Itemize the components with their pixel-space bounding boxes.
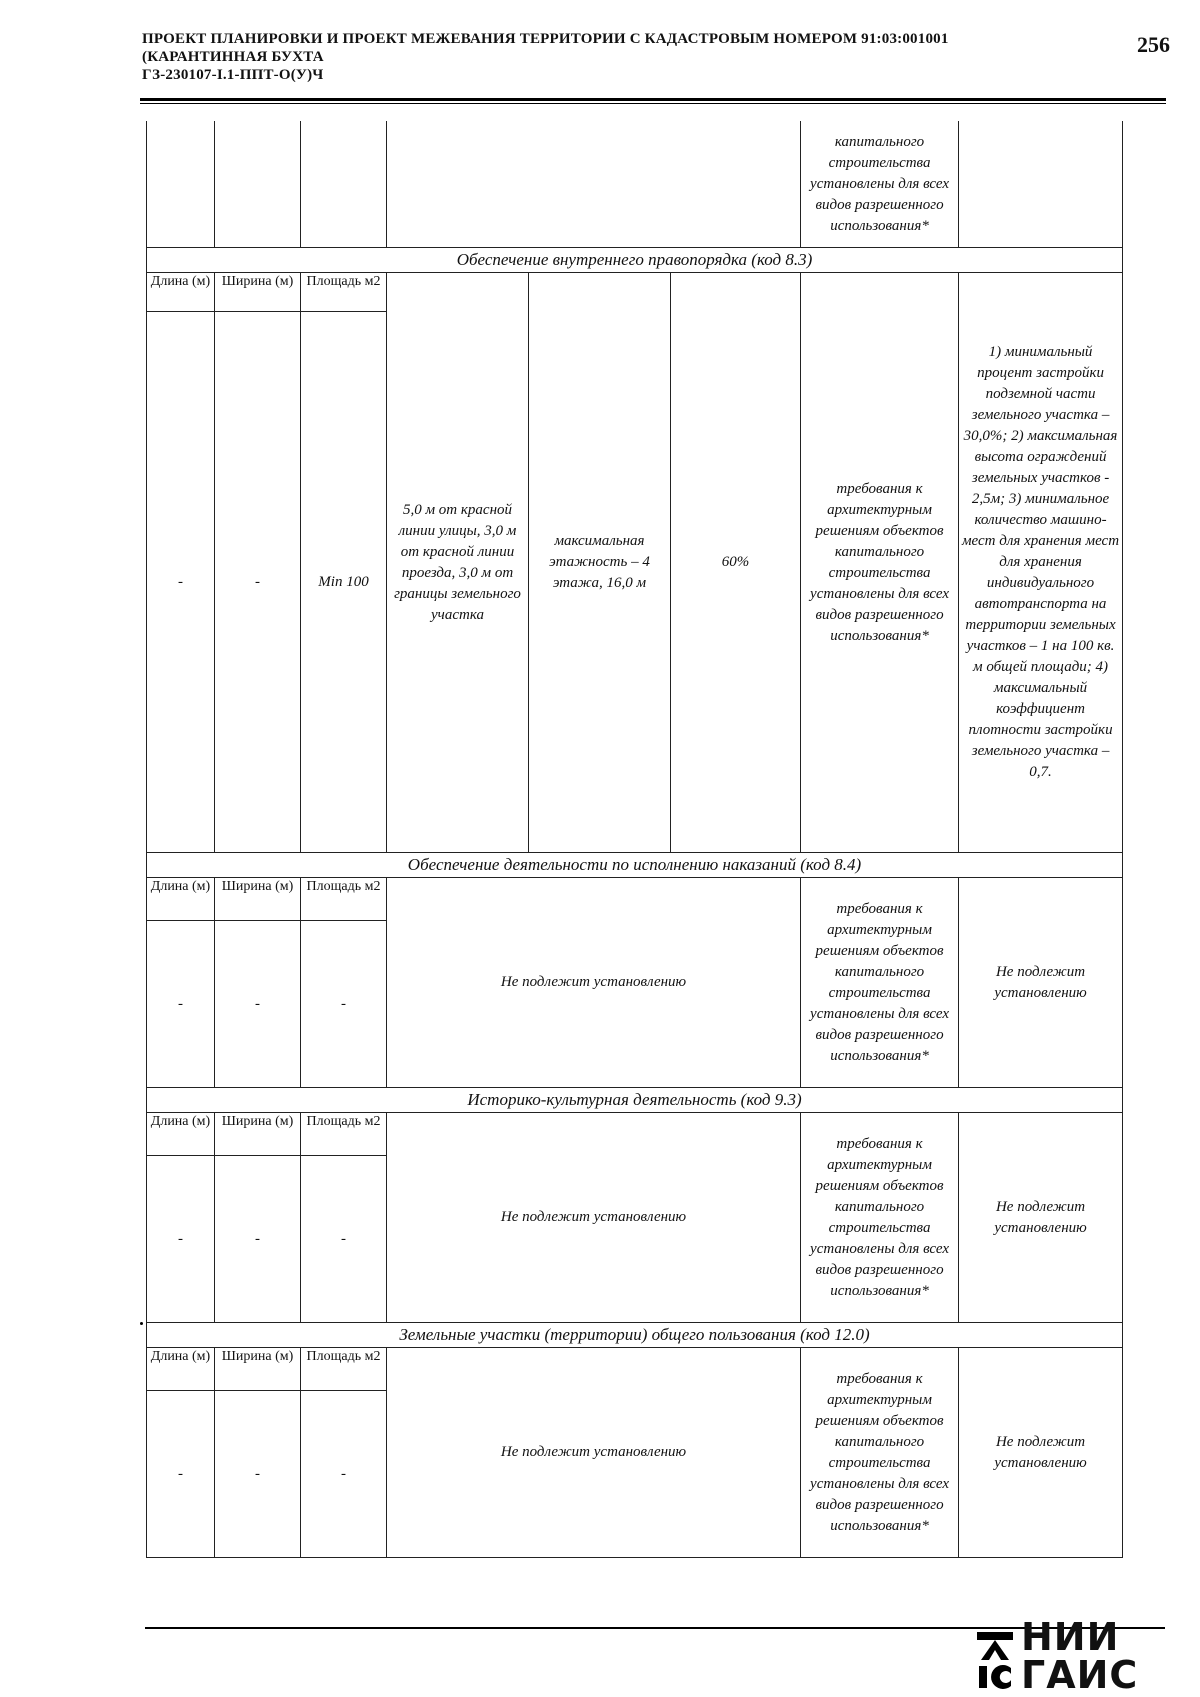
column-header-area: Площадь м2 (301, 1348, 387, 1391)
column-header-area: Площадь м2 (301, 878, 387, 921)
other-params-cell: Не подлежит установлению (959, 1348, 1123, 1558)
length-value: - (147, 1391, 215, 1558)
column-header-width: Ширина (м) (215, 1348, 301, 1391)
column-header-length: Длина (м) (147, 878, 215, 921)
arch-requirements-cell: капитального строительства установлены для всех видов разрешенного использования* (801, 121, 959, 248)
not-applicable-cell: Не подлежит установлению (387, 1348, 801, 1558)
column-header-area: Площадь м2 (301, 1113, 387, 1156)
column-header-width: Ширина (м) (215, 878, 301, 921)
setbacks-cell: 5,0 м от красной линии улицы, 3,0 м от красной линии проезда, 3,0 м от границы земельного участка (387, 273, 529, 853)
header-title: ПРОЕКТ ПЛАНИРОВКИ И ПРОЕКТ МЕЖЕВАНИЯ ТЕРРИТОРИИ С КАДАСТРОВЫМ НОМЕРОМ 91:03:001001 (142, 31, 949, 47)
section-title-row (147, 1088, 1123, 1113)
header-doc-code: ГЗ-230107-I.1-ППТ-О(У)Ч (142, 67, 324, 83)
column-header-area: Площадь м2 (301, 273, 387, 312)
length-value: - (147, 921, 215, 1088)
section-title-row (147, 1323, 1123, 1348)
section-title: Обеспечение внутреннего правопорядка (код 8.3) (147, 248, 1123, 273)
regulations-table (146, 121, 1123, 1558)
width-value: - (215, 312, 301, 853)
width-value: - (215, 921, 301, 1088)
table-row (147, 1113, 1123, 1156)
length-value: - (147, 1156, 215, 1323)
not-applicable-cell: Не подлежит установлению (387, 878, 801, 1088)
arch-requirements-cell: требования к архитектурным решениям объектов капитального строительства установлены для всех видов разрешенного использования* (801, 878, 959, 1088)
section-title-row (147, 853, 1123, 878)
column-header-length: Длина (м) (147, 1113, 215, 1156)
length-value: - (147, 312, 215, 853)
not-applicable-cell: Не подлежит установлению (387, 1113, 801, 1323)
table-row (147, 273, 1123, 312)
scan-speck (140, 1322, 143, 1325)
logo-line2: ГАИС (1021, 1653, 1139, 1697)
coverage-cell: 60% (671, 273, 801, 853)
arch-requirements-cell: требования к архитектурным решениям объектов капитального строительства установлены для всех видов разрешенного использования* (801, 273, 959, 853)
section-title-row (147, 248, 1123, 273)
arch-requirements-cell: требования к архитектурным решениям объектов капитального строительства установлены для всех видов разрешенного использования* (801, 1113, 959, 1323)
height-cell: максимальная этажность – 4 этажа, 16,0 м (529, 273, 671, 853)
other-params-cell: 1) минимальный процент застройки подземной части земельного участка – 30,0%; 2) максимальная высота ограждений земельных участков - 2,5м; 3) минимальное количество машино-мест для хранения мест для хранения индивидуального автотранспорта на территории земельных участков – 1 на 100 кв. м общей площади; 4) максимальный коэффициент плотности застройки земельного участка – 0,7. (959, 273, 1123, 853)
column-header-length: Длина (м) (147, 273, 215, 312)
other-params-cell: Не подлежит установлению (959, 878, 1123, 1088)
section-title: Обеспечение деятельности по исполнению наказаний (код 8.4) (147, 853, 1123, 878)
section-title: Земельные участки (территории) общего пользования (код 12.0) (147, 1323, 1123, 1348)
page-number: 256 (1137, 32, 1170, 57)
logo-mark-icon (975, 1624, 1015, 1694)
company-logo (975, 1615, 1165, 1697)
column-header-width: Ширина (м) (215, 1113, 301, 1156)
table-row (147, 878, 1123, 921)
column-header-length: Длина (м) (147, 1348, 215, 1391)
header-divider (140, 98, 1166, 101)
arch-requirements-cell: требования к архитектурным решениям объектов капитального строительства установлены для всех видов разрешенного использования* (801, 1348, 959, 1558)
table-row (147, 1348, 1123, 1391)
width-value: - (215, 1391, 301, 1558)
header-divider-thin (140, 103, 1166, 104)
other-params-cell: Не подлежит установлению (959, 1113, 1123, 1323)
area-value: - (301, 1156, 387, 1323)
document-header (142, 30, 1102, 84)
area-value: - (301, 921, 387, 1088)
continuation-row (147, 121, 1123, 248)
area-value: Min 100 (301, 312, 387, 853)
width-value: - (215, 1156, 301, 1323)
column-header-width: Ширина (м) (215, 273, 301, 312)
area-value: - (301, 1391, 387, 1558)
section-title: Историко-культурная деятельность (код 9.3) (147, 1088, 1123, 1113)
header-subtitle: (КАРАНТИННАЯ БУХТА (142, 49, 324, 65)
logo-line1: НИИ (1021, 1615, 1120, 1659)
